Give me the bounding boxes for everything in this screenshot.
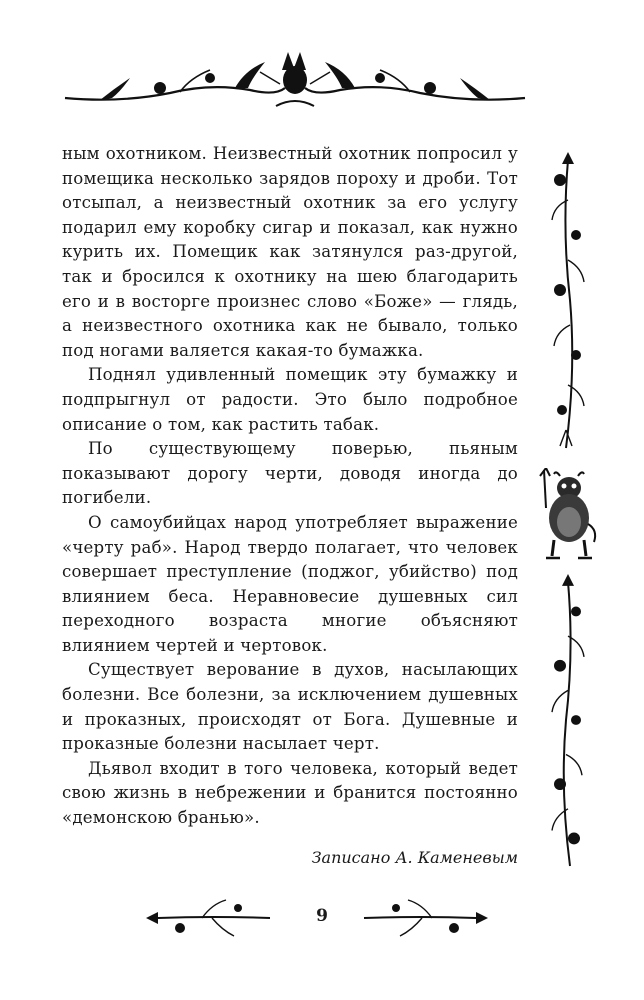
paragraph: Поднял удивленный помещик эту бумажку и подпрыгнул от радости. Это было подробное описание о том, как растить табак. xyxy=(62,365,518,434)
paragraph: По существующему поверью, пьяным показывают дорогу черти, доводя иногда до погибели. xyxy=(62,439,518,508)
thistle-vine-icon xyxy=(548,572,588,868)
page-number: 9 xyxy=(316,906,328,926)
paragraph: ным охотником. Неизвестный охотник попросил у помещика несколько зарядов пороху и дроби. Тот отсыпал, а неизвестный охотник за его услугу подарил ему коробку сигар и показал, как нужно курить их. Помещик как затянулся раз-другой, так и бросился к охотнику на шею благодарить его и в восторге произнес слово «Боже» — глядь, а неизвестного охотника как не бывало, только под ногами валяется какая-то бумажка. xyxy=(62,144,518,360)
thistle-vine-icon xyxy=(548,150,588,450)
main-text xyxy=(62,142,518,831)
paragraph: Дьявол входит в того человека, который ведет свою жизнь в небрежении и бранится постоянно «демонскою бранью». xyxy=(62,758,518,828)
attribution: Записано А. Каменевым xyxy=(311,848,518,867)
devil-icon xyxy=(538,468,600,560)
thistle-scroll-icon xyxy=(60,48,530,118)
paragraph: Существует верование в духов, насылающих болезни. Все болезни, за исключением душевных и проказных, происходят от Бога. Душевные и проказные болезни насылает черт. xyxy=(62,660,518,754)
paragraph: О самоубийцах народ употребляет выражение «черту раб». Народ твердо полагает, что человек совершает преступление (поджог, убийство) под влиянием беса. Неравновесие душевных сил переходного возраста многие объясняют влиянием чертей и чертовок. xyxy=(62,512,518,655)
